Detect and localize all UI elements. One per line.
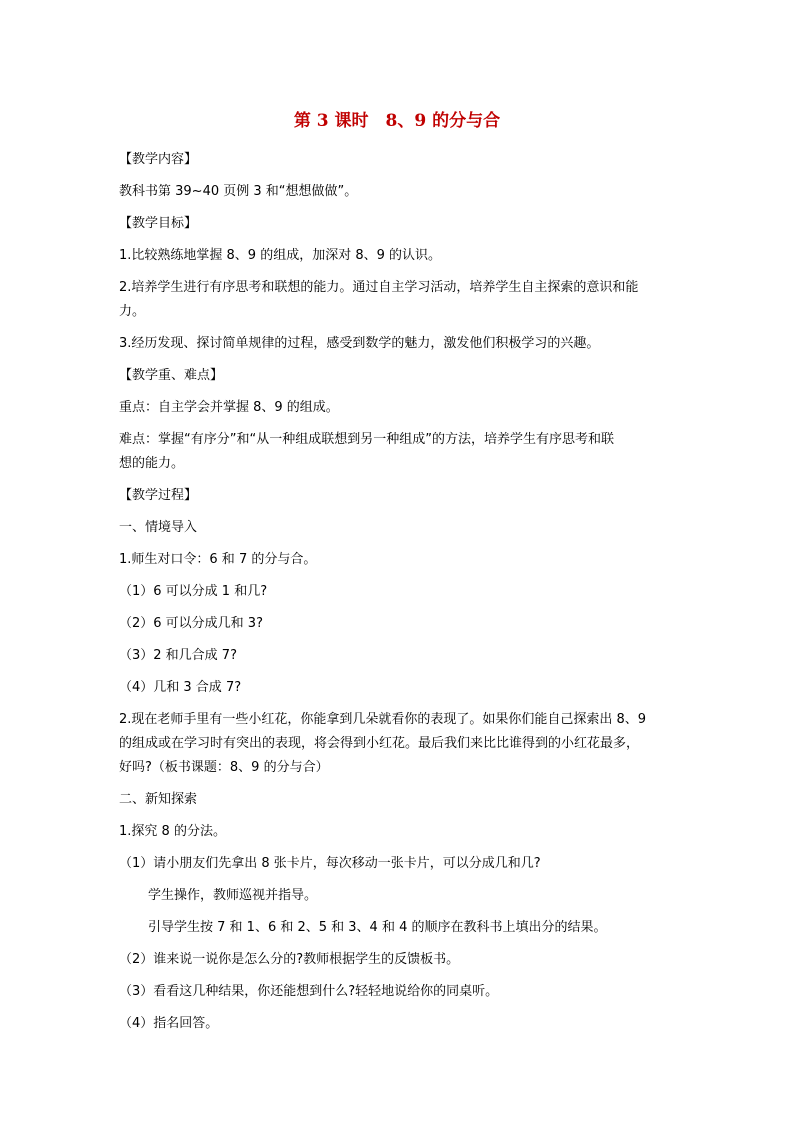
goal-item-2-cont: 力。: [119, 304, 146, 319]
explore-step-3: （3）看看这几种结果，你还能想到什么?轻轻地说给你的同桌听。: [119, 984, 499, 999]
heading-teaching-content: 【教学内容】: [119, 152, 198, 167]
subheading-exploration: 二、新知探索: [119, 792, 198, 807]
intro-item-2-cont2: 好吗?（板书课题：8、9 的分与合）: [119, 760, 329, 775]
difficult-point-cont: 想的能力。: [119, 456, 185, 471]
goal-item-3: 3.经历发现、探讨简单规律的过程，感受到数学的魅力，激发他们积极学习的兴趣。: [119, 336, 600, 351]
explore-step-1: （1）请小朋友们先拿出 8 张卡片，每次移动一张卡片，可以分成几和几?: [119, 856, 541, 871]
goal-item-2: 2.培养学生进行有序思考和联想的能力。通过自主学习活动，培养学生自主探索的意识和能: [119, 280, 639, 295]
intro-item-1: 1.师生对口令：6 和 7 的分与合。: [119, 552, 317, 567]
intro-item-2: 2.现在老师手里有一些小红花，你能拿到几朵就看你的表现了。如果你们能自己探索出 8、9: [119, 712, 647, 727]
question-3: （3）2 和几合成 7?: [119, 648, 237, 663]
key-point: 重点：自主学会并掌握 8、9 的组成。: [119, 400, 339, 415]
heading-teaching-goals: 【教学目标】: [119, 216, 198, 231]
explore-step-1-note-b: 引导学生按 7 和 1、6 和 2、5 和 3、4 和 4 的顺序在教科书上填出分的结果。: [148, 920, 607, 935]
subheading-intro: 一、情境导入: [119, 520, 198, 535]
lesson-title: 第 3 课时 8、9 的分与合: [293, 111, 501, 131]
difficult-point: 难点：掌握“有序分”和“从一种组成联想到另一种组成”的方法，培养学生有序思考和联: [119, 432, 614, 447]
question-1: （1）6 可以分成 1 和几?: [119, 584, 268, 599]
explore-step-1-note-a: 学生操作，教师巡视并指导。: [148, 888, 318, 903]
text-teaching-content: 教科书第 39~40 页例 3 和“想想做做”。: [119, 184, 358, 199]
question-2: （2）6 可以分成几和 3?: [119, 616, 263, 631]
explore-step-2: （2）谁来说一说你是怎么分的?教师根据学生的反馈板书。: [119, 952, 460, 967]
explore-item-1: 1.探究 8 的分法。: [119, 824, 226, 839]
heading-teaching-process: 【教学过程】: [119, 488, 198, 503]
intro-item-2-cont: 的组成或在学习时有突出的表现，将会得到小红花。最后我们来比比谁得到的小红花最多，: [119, 736, 640, 751]
explore-step-4: （4）指名回答。: [119, 1016, 219, 1031]
heading-key-points: 【教学重、难点】: [119, 368, 224, 383]
goal-item-1: 1.比较熟练地掌握 8、9 的组成，加深对 8、9 的认识。: [119, 248, 442, 263]
question-4: （4）几和 3 合成 7?: [119, 680, 242, 695]
